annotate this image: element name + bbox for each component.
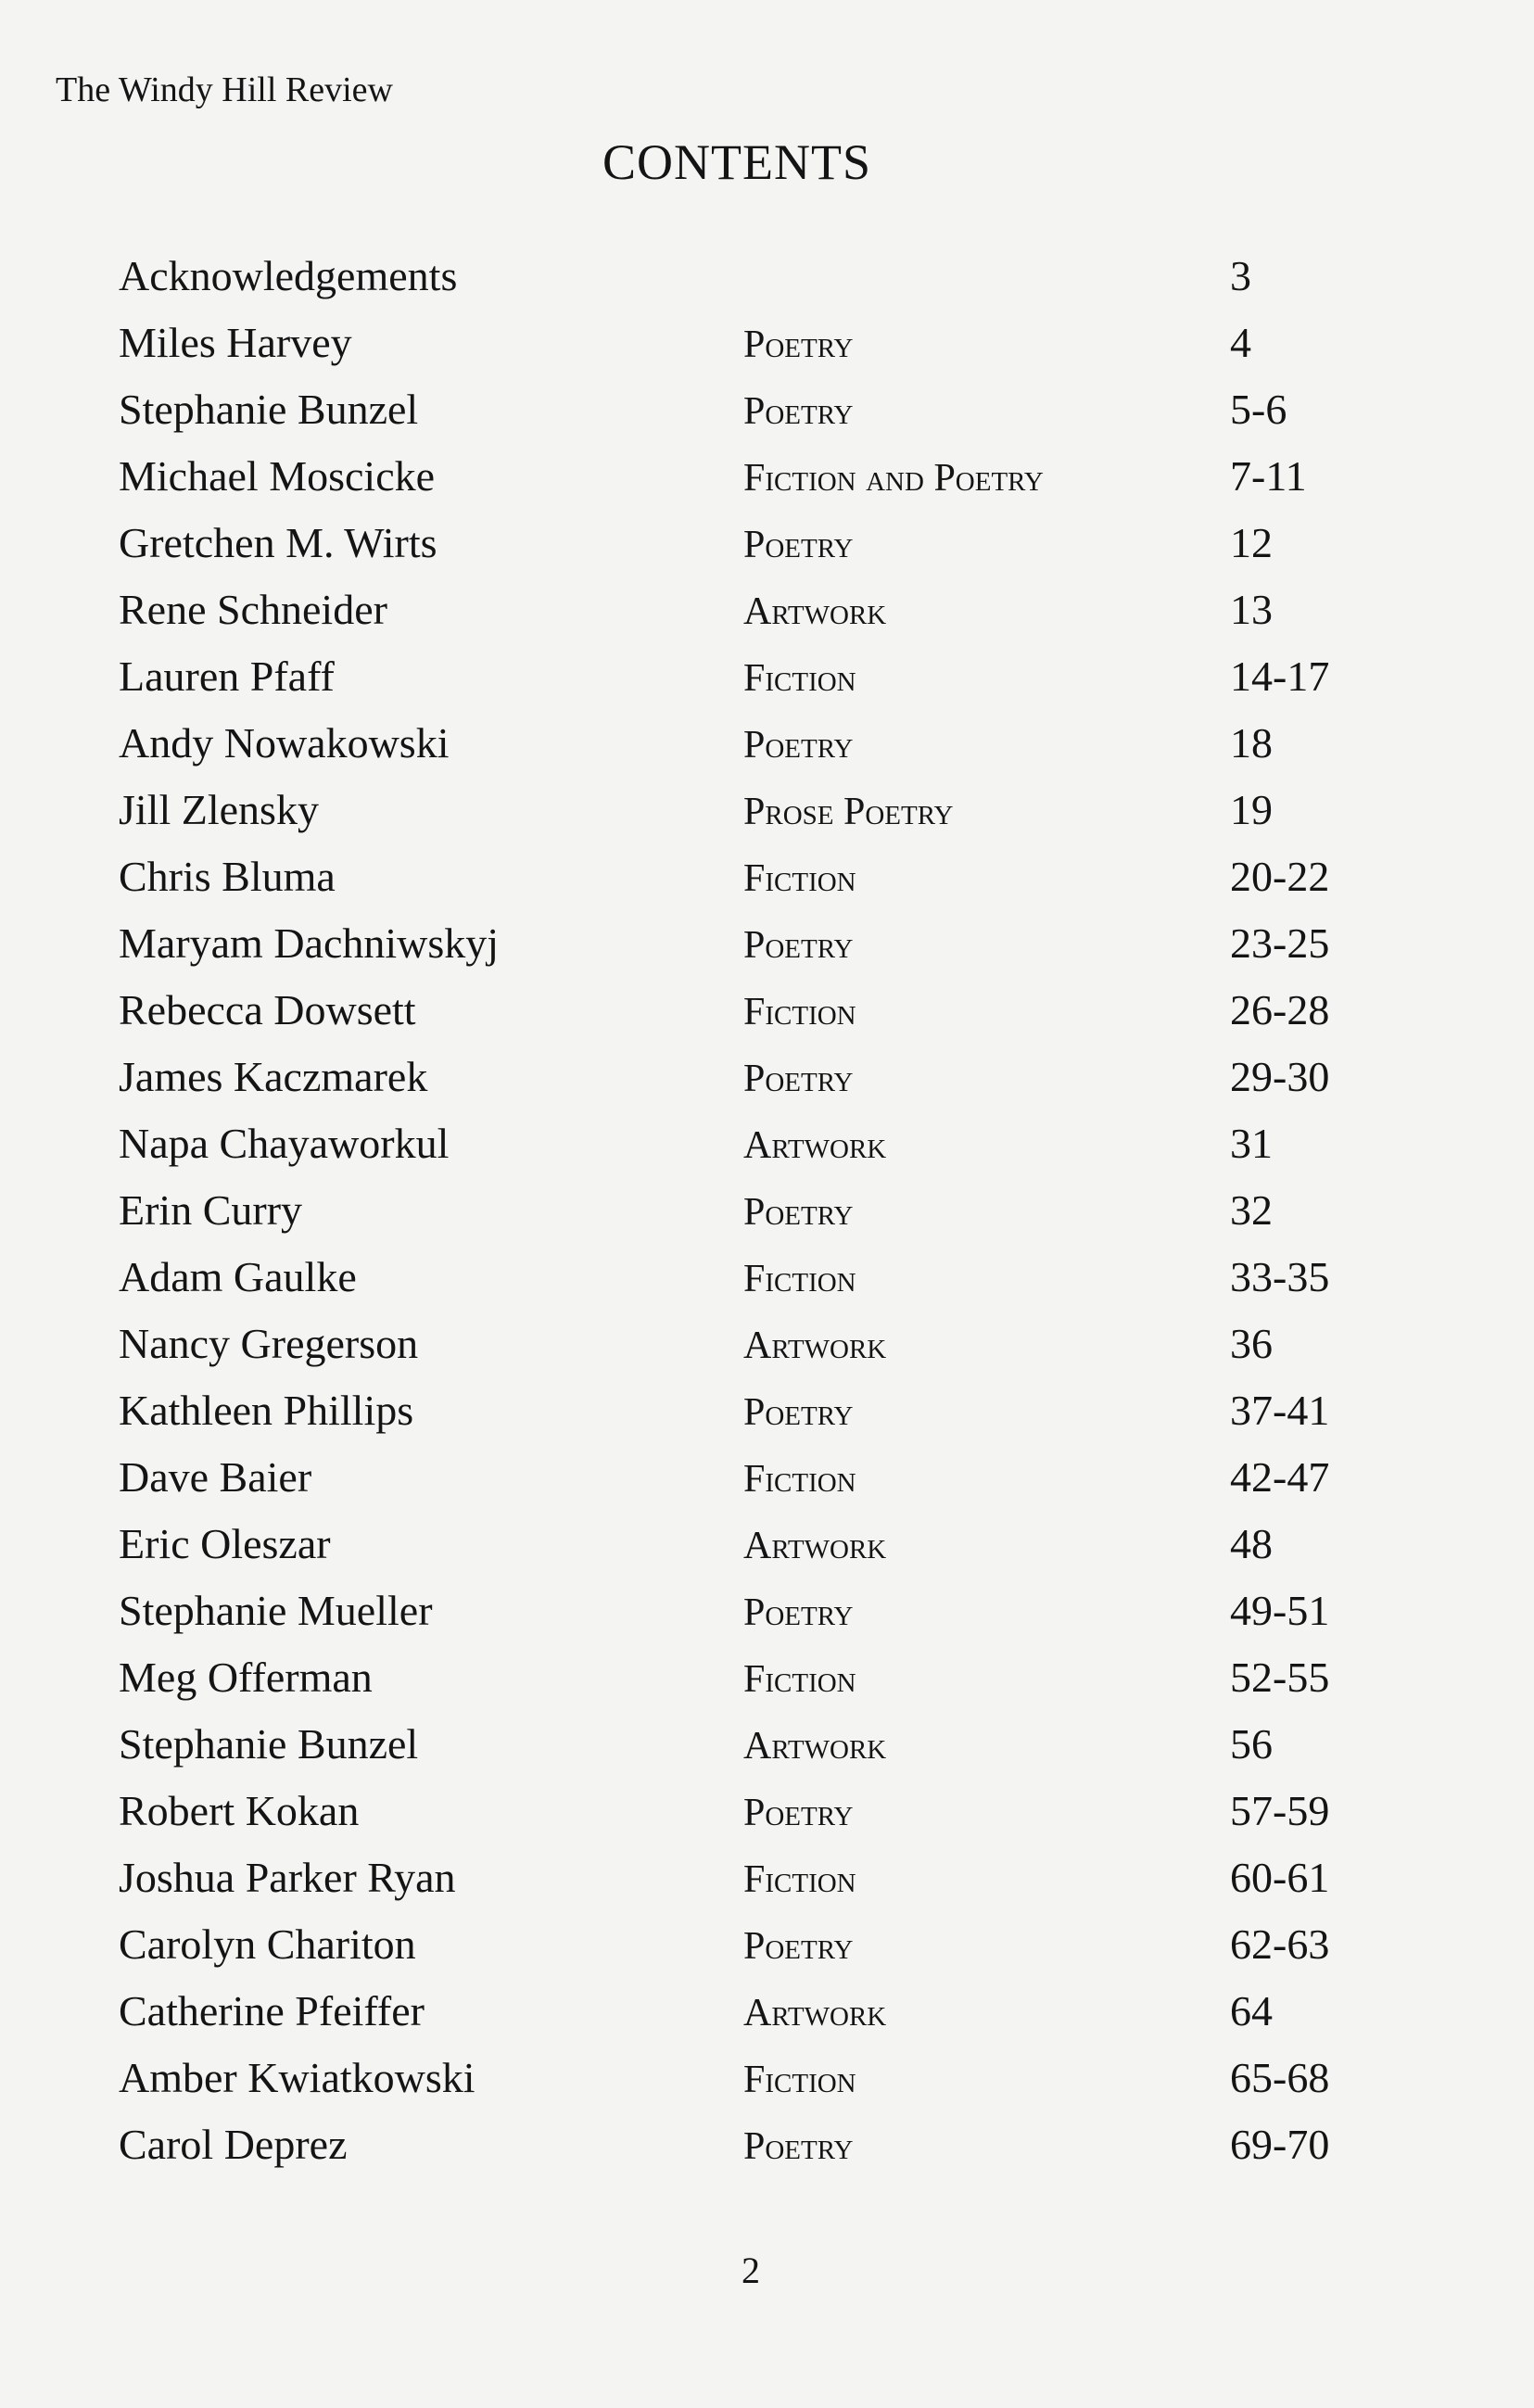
toc-entry-genre: Fiction — [743, 1458, 856, 1501]
toc-entry-pages: 69-70 — [1230, 2121, 1330, 2168]
toc-entry — [0, 315, 1534, 382]
toc-entry — [0, 248, 1534, 315]
toc-entry — [0, 1249, 1534, 1316]
toc-entry-pages: 31 — [1230, 1120, 1273, 1167]
toc-entry — [0, 1183, 1534, 1249]
toc-entry-name: Jill Zlensky — [119, 786, 319, 833]
toc-entry-genre: Fiction — [743, 1858, 856, 1901]
toc-entry-name: Carol Deprez — [119, 2121, 348, 2168]
toc-entry — [0, 1049, 1534, 1116]
toc-entry-name: Michael Moscicke — [119, 452, 436, 500]
toc-entry-genre: Poetry — [743, 924, 854, 967]
toc-entry — [0, 582, 1534, 649]
toc-entry-name: Napa Chayaworkul — [119, 1120, 450, 1167]
toc-entry-pages: 33-35 — [1230, 1253, 1330, 1300]
toc-entry-pages: 3 — [1230, 252, 1251, 299]
toc-entry-pages: 57-59 — [1230, 1787, 1330, 1834]
toc-entry-genre: Fiction — [743, 1658, 856, 1701]
toc-entry-name: Amber Kwiatkowski — [119, 2054, 475, 2101]
toc-entry-genre: Poetry — [743, 524, 854, 566]
toc-entry-pages: 14-17 — [1230, 653, 1330, 700]
toc-entry-name: Nancy Gregerson — [119, 1320, 419, 1367]
toc-entry-name: Robert Kokan — [119, 1787, 360, 1834]
toc-entry-name: Stephanie Bunzel — [119, 386, 419, 433]
toc-entry-pages: 19 — [1230, 786, 1273, 833]
toc-entry-pages: 56 — [1230, 1720, 1273, 1768]
toc-entry-pages: 18 — [1230, 719, 1273, 767]
toc-entry-genre: Artwork — [743, 1124, 887, 1167]
toc-entry-pages: 52-55 — [1230, 1654, 1330, 1701]
toc-entry-genre: Poetry — [743, 2125, 854, 2168]
toc-entry-pages: 4 — [1230, 319, 1251, 366]
toc-entry-pages: 64 — [1230, 1987, 1273, 2034]
table-of-contents — [0, 248, 1534, 2184]
toc-entry-genre: Artwork — [743, 1992, 887, 2034]
toc-entry-pages: 60-61 — [1230, 1854, 1330, 1901]
toc-entry-name: Catherine Pfeiffer — [119, 1987, 425, 2034]
toc-entry-genre: Fiction — [743, 991, 856, 1033]
publication-title: The Windy Hill Review — [56, 70, 393, 109]
toc-entry-pages: 62-63 — [1230, 1920, 1330, 1968]
toc-entry-pages: 23-25 — [1230, 919, 1330, 967]
toc-entry-pages: 32 — [1230, 1186, 1273, 1234]
toc-entry-pages: 20-22 — [1230, 853, 1330, 900]
toc-entry — [0, 1850, 1534, 1917]
toc-entry — [0, 1583, 1534, 1650]
toc-entry — [0, 849, 1534, 916]
toc-entry-genre: Fiction — [743, 657, 856, 700]
toc-entry — [0, 1983, 1534, 2050]
toc-entry-name: Stephanie Bunzel — [119, 1720, 419, 1768]
toc-entry-genre: Poetry — [743, 323, 854, 366]
toc-entry-name: Andy Nowakowski — [119, 719, 450, 767]
toc-entry-name: Carolyn Chariton — [119, 1920, 416, 1968]
toc-entry-name: Rene Schneider — [119, 586, 387, 633]
toc-entry-genre: Artwork — [743, 1324, 887, 1367]
toc-entry-pages: 13 — [1230, 586, 1273, 633]
toc-entry-genre: Poetry — [743, 1792, 854, 1834]
toc-entry — [0, 2050, 1534, 2117]
toc-entry-name: Maryam Dachniwskyj — [119, 919, 500, 967]
toc-entry — [0, 1450, 1534, 1516]
toc-entry-name: Acknowledgements — [119, 252, 458, 299]
toc-entry-name: Kathleen Phillips — [119, 1387, 414, 1434]
toc-entry-genre: Poetry — [743, 1058, 854, 1100]
toc-entry-genre: Fiction and Poetry — [743, 457, 1044, 500]
toc-entry-genre: Poetry — [743, 724, 854, 767]
toc-entry — [0, 782, 1534, 849]
toc-entry-genre: Fiction — [743, 2059, 856, 2101]
toc-entry-pages: 37-41 — [1230, 1387, 1330, 1434]
toc-entry — [0, 2117, 1534, 2184]
toc-entry — [0, 382, 1534, 449]
toc-entry-genre: Artwork — [743, 590, 887, 633]
toc-entry — [0, 716, 1534, 782]
toc-entry-name: Erin Curry — [119, 1186, 303, 1234]
toc-entry-pages: 65-68 — [1230, 2054, 1330, 2101]
toc-entry-name: James Kaczmarek — [119, 1053, 428, 1100]
toc-entry-pages: 7-11 — [1230, 452, 1307, 500]
toc-entry-pages: 36 — [1230, 1320, 1273, 1367]
toc-entry-name: Joshua Parker Ryan — [119, 1854, 456, 1901]
toc-entry — [0, 649, 1534, 716]
toc-entry-pages: 26-28 — [1230, 986, 1330, 1033]
toc-entry — [0, 1650, 1534, 1717]
toc-entry-genre: Fiction — [743, 857, 856, 900]
toc-entry-pages: 48 — [1230, 1520, 1273, 1567]
contents-heading: CONTENTS — [602, 134, 871, 190]
toc-entry-name: Gretchen M. Wirts — [119, 519, 437, 566]
toc-entry-name: Chris Bluma — [119, 853, 336, 900]
toc-entry — [0, 1717, 1534, 1783]
toc-entry — [0, 982, 1534, 1049]
toc-entry-pages: 42-47 — [1230, 1453, 1330, 1501]
toc-entry-genre: Poetry — [743, 1391, 854, 1434]
toc-entry-pages: 5-6 — [1230, 386, 1287, 433]
page-number: 2 — [742, 2250, 760, 2291]
toc-entry-name: Dave Baier — [119, 1453, 312, 1501]
toc-entry-name: Meg Offerman — [119, 1654, 373, 1701]
toc-entry — [0, 1917, 1534, 1983]
toc-entry-genre: Poetry — [743, 1925, 854, 1968]
toc-entry-genre: Prose Poetry — [743, 791, 954, 833]
toc-entry — [0, 1516, 1534, 1583]
toc-entry-name: Eric Oleszar — [119, 1520, 331, 1567]
toc-entry — [0, 1116, 1534, 1183]
toc-entry — [0, 515, 1534, 582]
toc-entry-name: Stephanie Mueller — [119, 1587, 433, 1634]
toc-entry — [0, 1383, 1534, 1450]
toc-entry-genre: Poetry — [743, 1591, 854, 1634]
toc-entry-pages: 49-51 — [1230, 1587, 1330, 1634]
toc-entry — [0, 916, 1534, 982]
toc-entry-name: Adam Gaulke — [119, 1253, 357, 1300]
toc-entry-name: Miles Harvey — [119, 319, 352, 366]
toc-entry-pages: 12 — [1230, 519, 1273, 566]
toc-entry-name: Rebecca Dowsett — [119, 986, 416, 1033]
toc-entry-pages: 29-30 — [1230, 1053, 1330, 1100]
toc-entry-genre: Fiction — [743, 1258, 856, 1300]
toc-entry-genre: Artwork — [743, 1525, 887, 1567]
toc-entry — [0, 1316, 1534, 1383]
toc-entry-genre: Poetry — [743, 390, 854, 433]
toc-entry-genre: Artwork — [743, 1725, 887, 1768]
toc-entry — [0, 1783, 1534, 1850]
toc-entry-genre: Poetry — [743, 1191, 854, 1234]
toc-entry-name: Lauren Pfaff — [119, 653, 335, 700]
toc-entry — [0, 449, 1534, 515]
